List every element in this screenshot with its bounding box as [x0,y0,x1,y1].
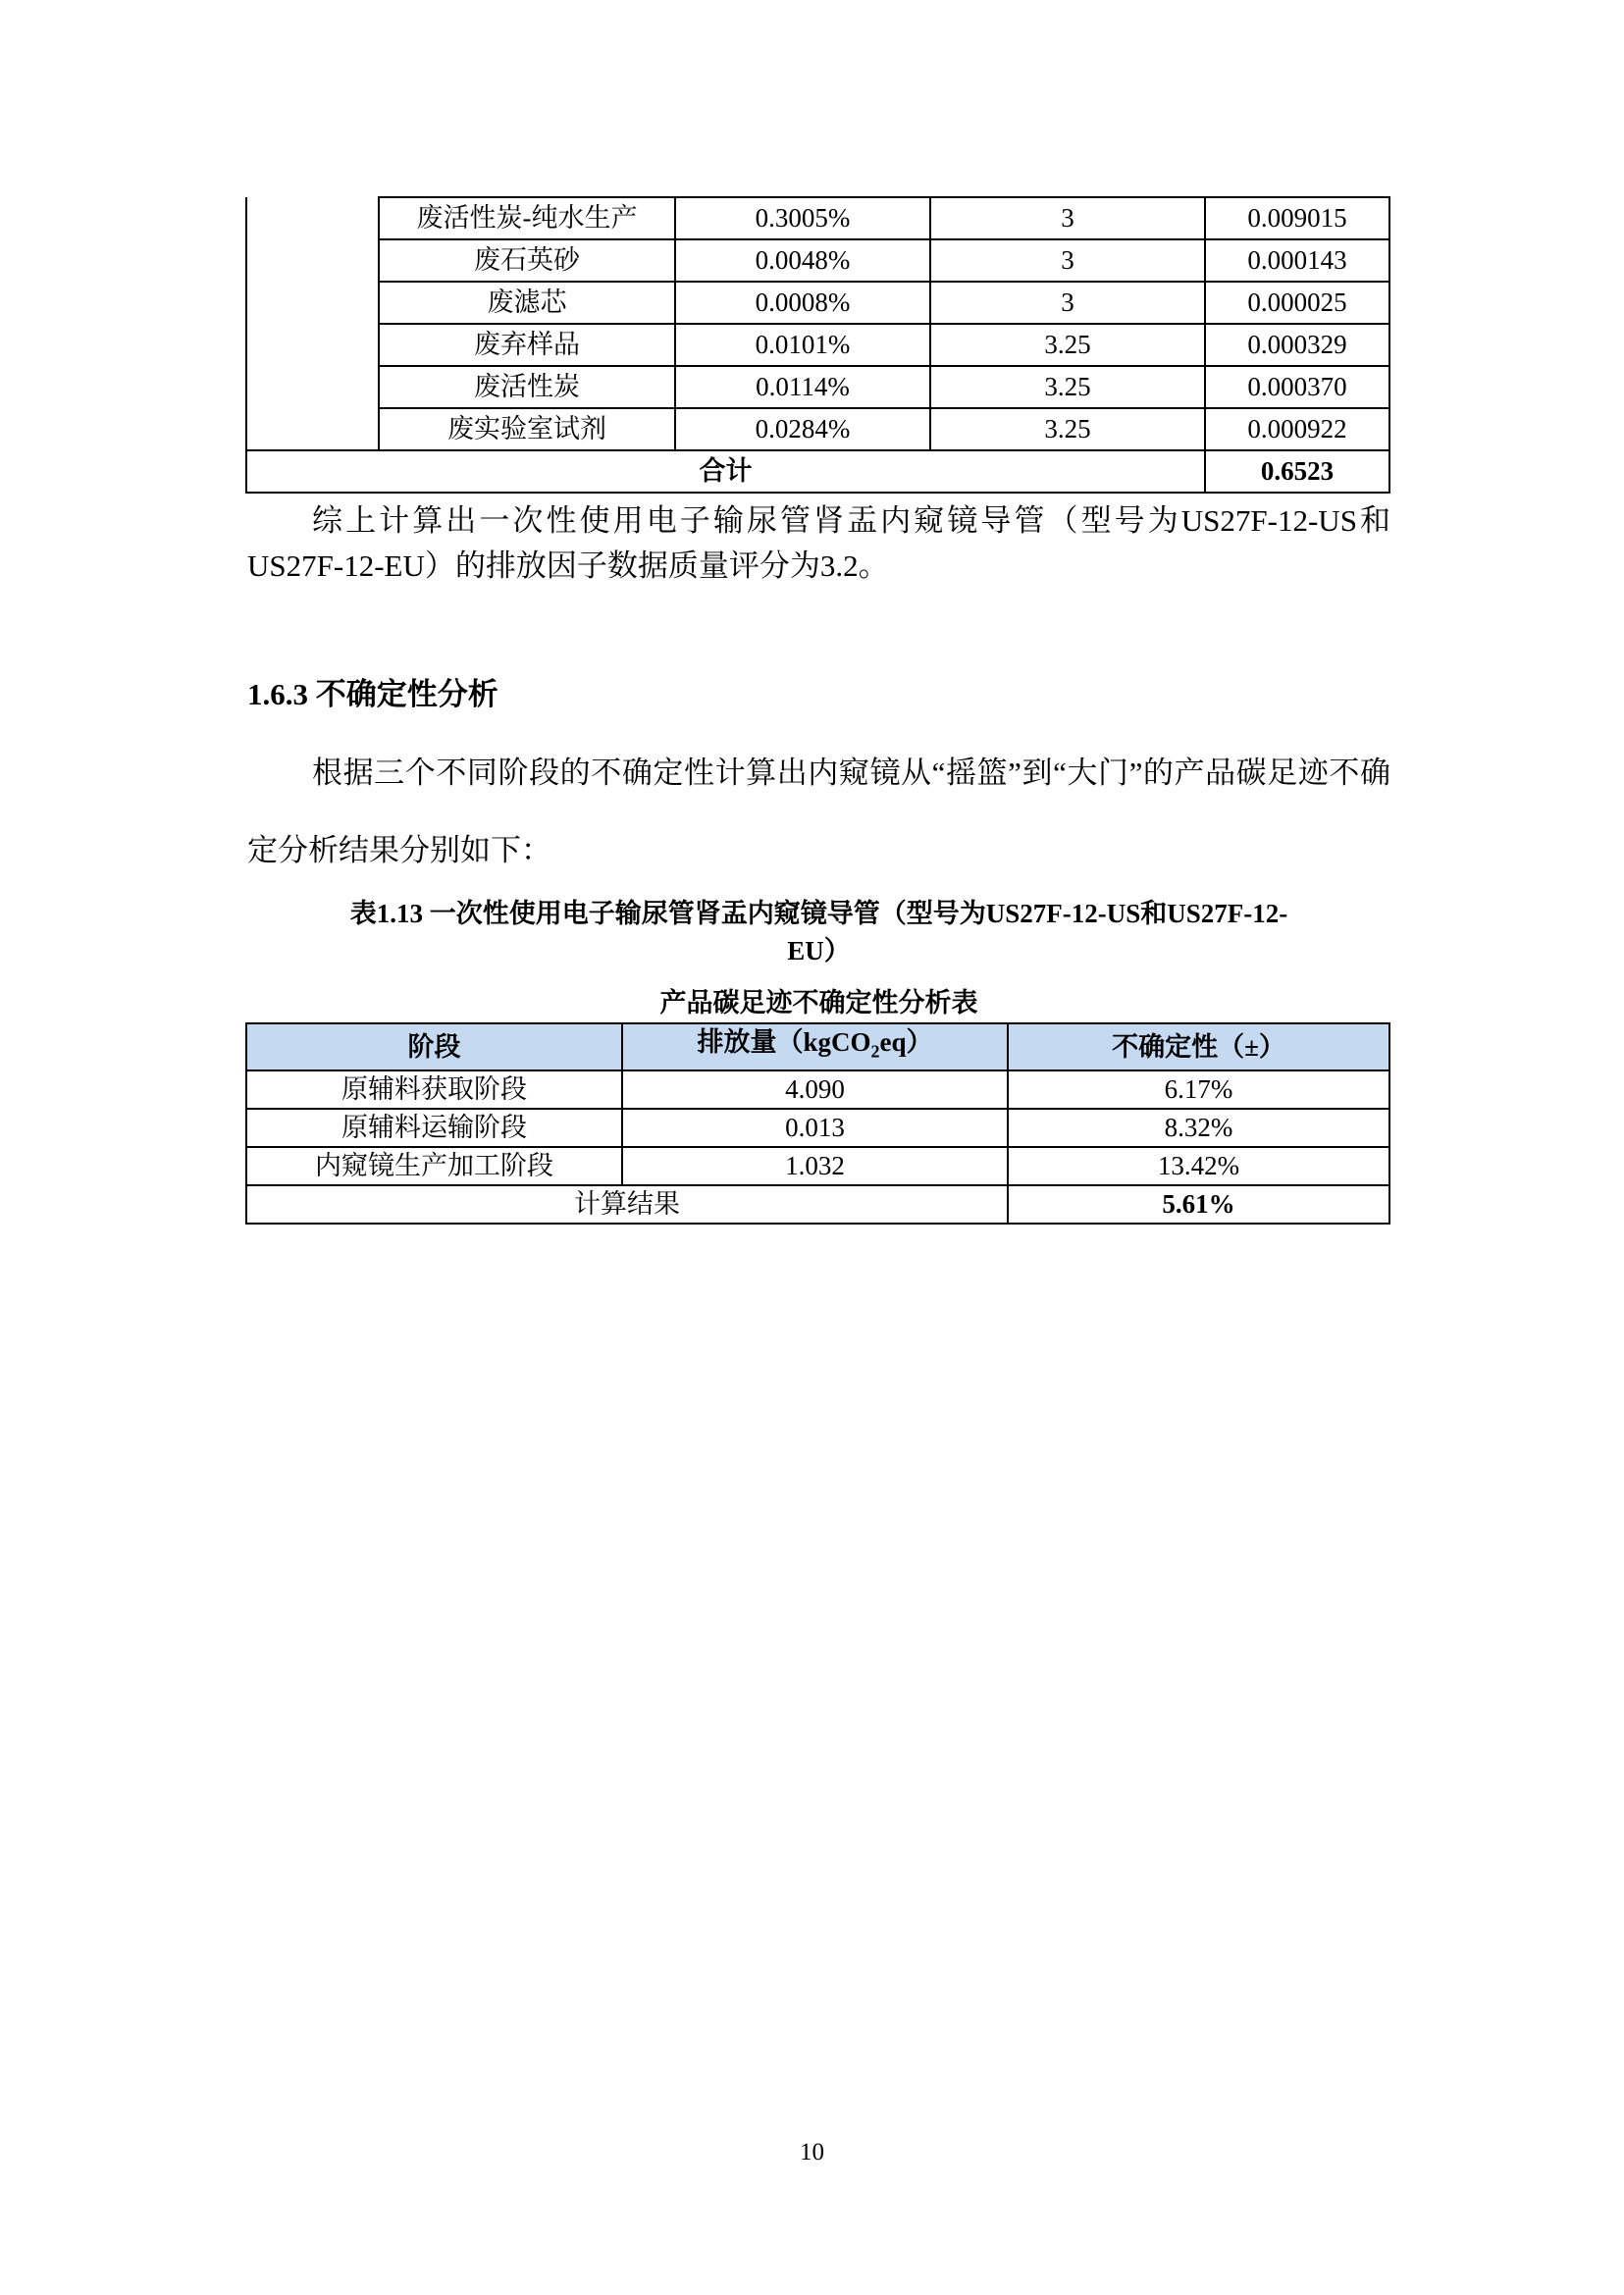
header-uncertainty: 不确定性（±） [1008,1023,1389,1070]
header-emission-prefix: 排放量（kgCO [697,1027,871,1057]
header-row [246,1023,1389,1070]
item-name: 废实验室试剂 [379,408,675,450]
page-number: 10 [800,2139,824,2165]
item-value: 0.000370 [1205,366,1389,408]
intro-paragraph: 根据三个不同阶段的不确定性计算出内窥镜从“摇篮”到“大门”的产品碳足迹不确定分析结果分别如下： [247,756,1390,867]
uncertainty-cell: 13.42% [1008,1147,1389,1185]
table-row [246,408,1389,450]
item-percentage: 0.0048% [675,239,930,282]
uncertainty-table [245,1022,1390,1225]
item-value: 0.000329 [1205,324,1389,366]
result-row [246,1185,1389,1224]
header-emission [622,1023,1008,1070]
summary-paragraph: 综上计算出一次性使用电子输尿管肾盂内窥镜导管（型号为US27F-12-US和US27F-12-EU）的排放因子数据质量评分为3.2。 [247,503,1390,583]
item-value: 0.000143 [1205,239,1389,282]
stage-cell: 原辅料获取阶段 [246,1070,622,1109]
section-heading: 1.6.3 不确定性分析 [247,677,498,711]
header-emission-suffix: eq） [879,1027,933,1057]
stage-cell: 原辅料运输阶段 [246,1109,622,1147]
emission-factor-table [245,196,1390,494]
item-percentage: 0.0101% [675,324,930,366]
table-caption-line2: EU） [787,936,851,965]
emission-cell: 1.032 [622,1147,1008,1185]
item-score: 3.25 [930,366,1205,408]
table-row [246,1109,1389,1147]
table-row [246,239,1389,282]
table-row [246,366,1389,408]
merged-category-cell [246,197,379,450]
total-value: 0.6523 [1205,450,1389,493]
emission-cell: 0.013 [622,1109,1008,1147]
table-row [246,282,1389,324]
table-row [246,197,1389,239]
item-name: 废石英砂 [379,239,675,282]
emission-cell: 4.090 [622,1070,1008,1109]
item-score: 3 [930,239,1205,282]
table-row [246,324,1389,366]
result-value: 5.61% [1008,1185,1389,1224]
item-value: 0.000025 [1205,282,1389,324]
item-name: 废活性炭-纯水生产 [379,197,675,239]
item-name: 废滤芯 [379,282,675,324]
item-percentage: 0.0008% [675,282,930,324]
item-value: 0.000922 [1205,408,1389,450]
item-score: 3.25 [930,408,1205,450]
table-caption-line3: 产品碳足迹不确定性分析表 [659,988,978,1017]
uncertainty-cell: 6.17% [1008,1070,1389,1109]
table-row [246,1147,1389,1185]
item-score: 3.25 [930,324,1205,366]
item-value: 0.009015 [1205,197,1389,239]
item-name: 废弃样品 [379,324,675,366]
total-label: 合计 [246,450,1205,493]
header-emission-subscript: 2 [870,1041,880,1062]
table-row [246,1070,1389,1109]
header-stage: 阶段 [246,1023,622,1070]
item-percentage: 0.3005% [675,197,930,239]
uncertainty-cell: 8.32% [1008,1109,1389,1147]
item-name: 废活性炭 [379,366,675,408]
item-percentage: 0.0114% [675,366,930,408]
stage-cell: 内窥镜生产加工阶段 [246,1147,622,1185]
result-label: 计算结果 [246,1185,1008,1224]
item-score: 3 [930,282,1205,324]
item-percentage: 0.0284% [675,408,930,450]
item-score: 3 [930,197,1205,239]
table-caption-line1: 表1.13 一次性使用电子输尿管肾盂内窥镜导管（型号为US27F-12-US和US27F-12- [349,899,1288,928]
total-row [246,450,1389,493]
